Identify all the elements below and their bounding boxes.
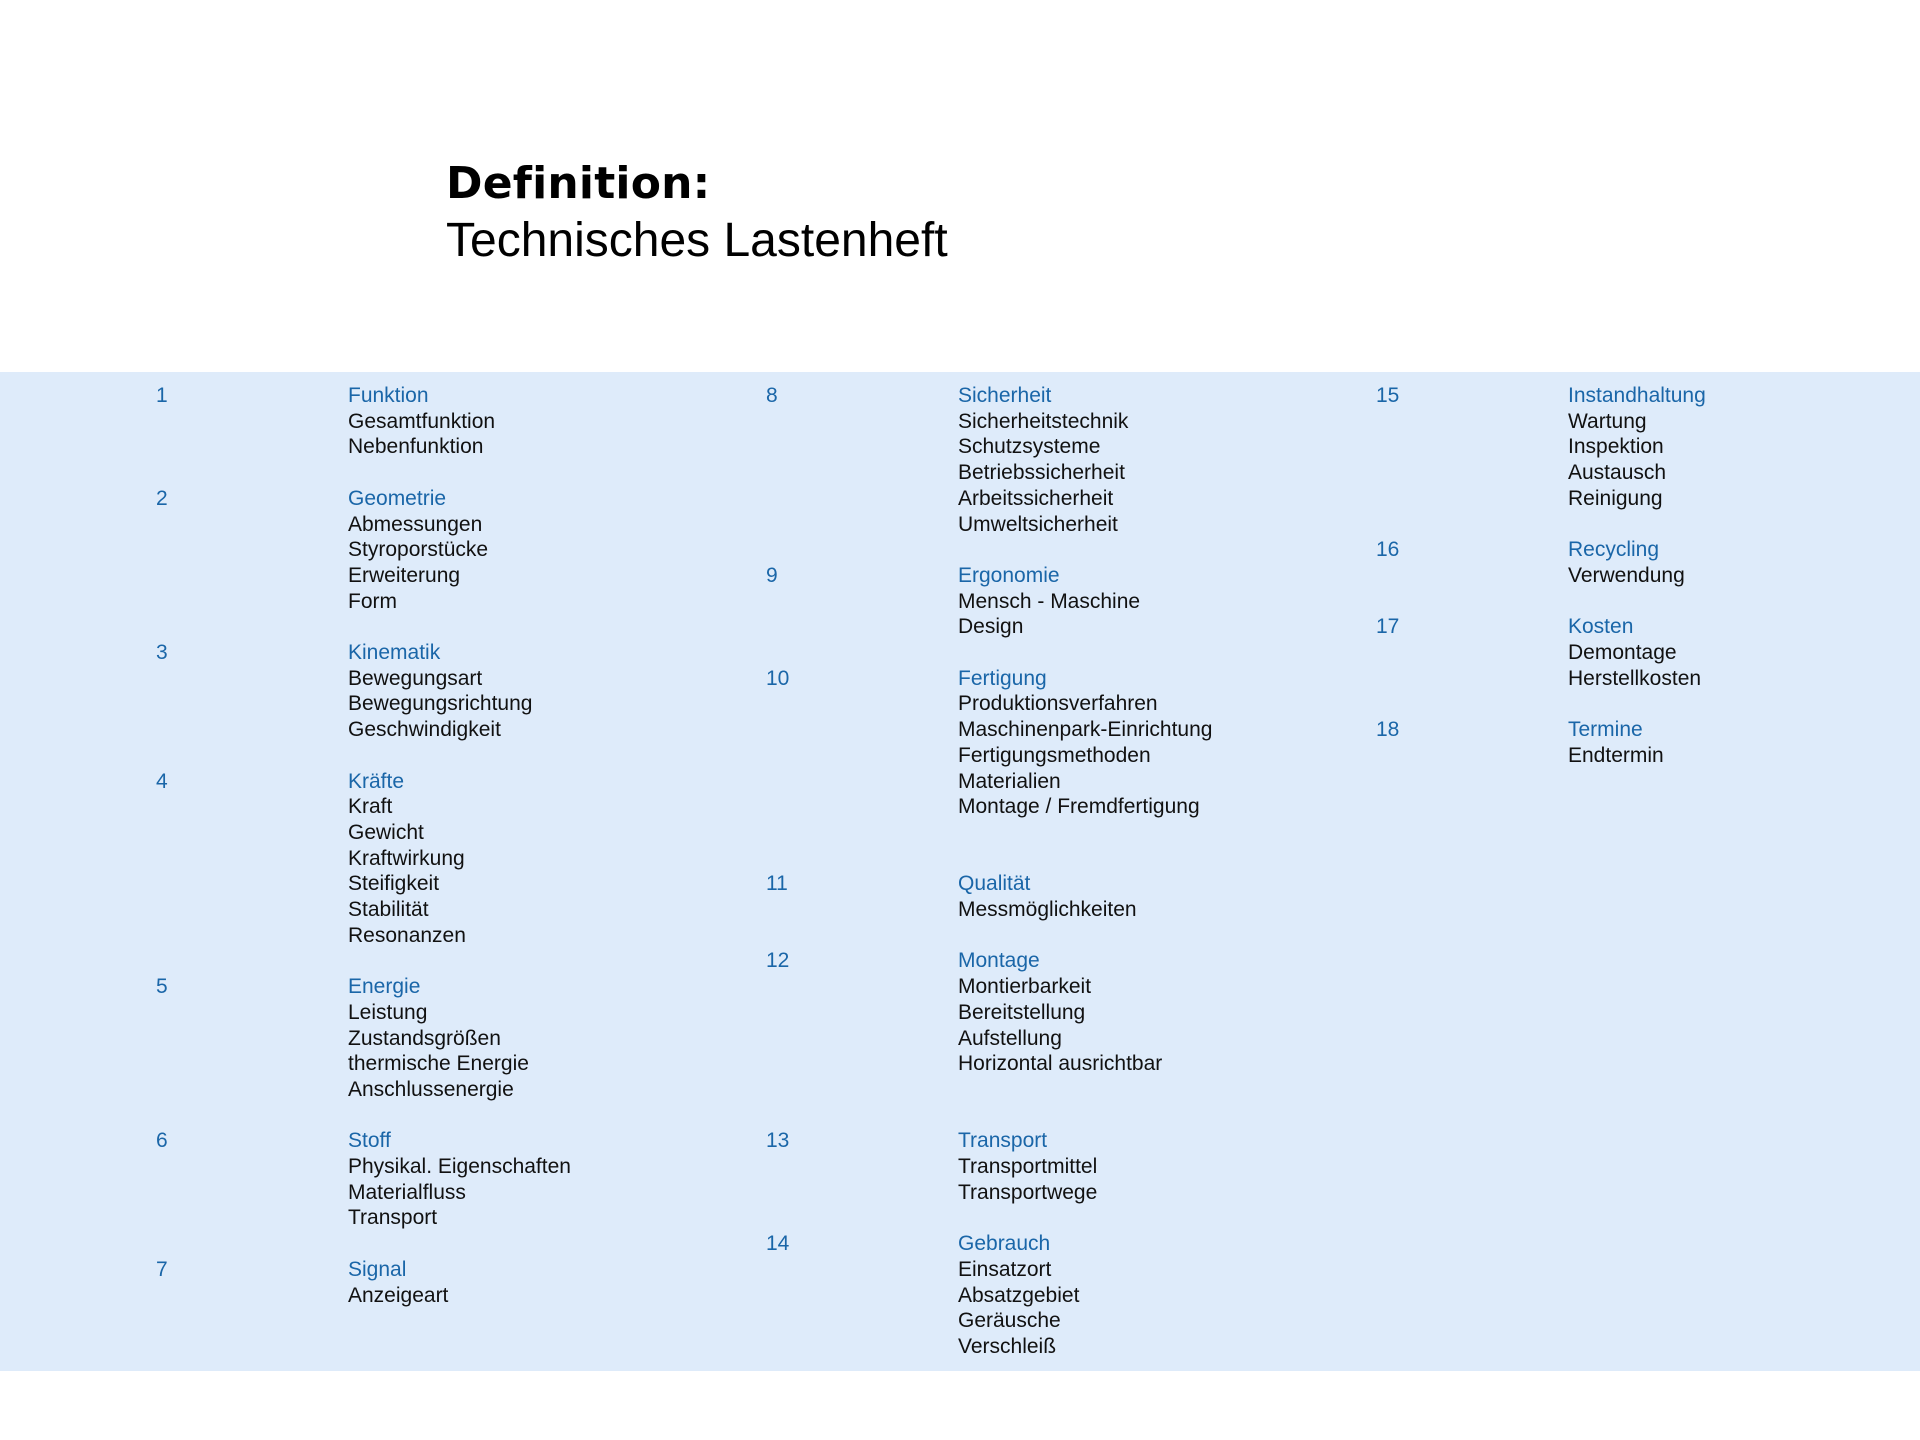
section-item: Fertigungsmethoden xyxy=(958,743,1151,767)
section-item: Bewegungsart xyxy=(348,666,483,690)
section-item: Form xyxy=(348,589,397,613)
section-number: 2 xyxy=(156,486,168,510)
requirement-section xyxy=(1376,614,1706,691)
section-body xyxy=(1568,537,1706,588)
section-category: Qualität xyxy=(958,872,1031,896)
requirement-section xyxy=(766,1128,1212,1205)
section-item: Zustandsgrößen xyxy=(348,1026,501,1050)
requirement-section xyxy=(766,563,1212,640)
section-item: Sicherheitstechnik xyxy=(958,409,1129,433)
section-item: Montage / Fremdfertigung xyxy=(958,795,1200,819)
section-category: Kosten xyxy=(1568,615,1634,639)
requirement-section xyxy=(156,769,571,949)
section-item: Physikal. Eigenschaften xyxy=(348,1155,571,1179)
section-item: Arbeitssicherheit xyxy=(958,486,1114,510)
section-item: Inspektion xyxy=(1568,435,1664,459)
section-item: Absatzgebiet xyxy=(958,1283,1080,1307)
section-body xyxy=(958,383,1212,537)
requirement-section xyxy=(1376,537,1706,588)
section-number: 17 xyxy=(1376,615,1400,639)
section-category: Recycling xyxy=(1568,538,1660,562)
requirement-section xyxy=(156,383,571,460)
section-item: Verwendung xyxy=(1568,563,1685,587)
section-body xyxy=(348,640,571,743)
section-number: 6 xyxy=(156,1129,168,1153)
section-category: Kräfte xyxy=(348,769,405,793)
page-subtitle: Technisches Lastenheft xyxy=(446,214,948,267)
requirement-section xyxy=(1376,383,1706,512)
requirements-column-2 xyxy=(766,383,1212,1360)
section-body xyxy=(1568,614,1706,691)
section-category: Instandhaltung xyxy=(1568,384,1706,407)
section-item: Abmessungen xyxy=(348,512,483,536)
section-category: Signal xyxy=(348,1257,407,1281)
section-item: Leistung xyxy=(348,1000,428,1024)
requirement-section xyxy=(766,871,1212,922)
section-item: Austausch xyxy=(1568,461,1667,485)
section-body xyxy=(348,486,571,615)
section-category: Transport xyxy=(958,1129,1048,1153)
section-item: Einsatzort xyxy=(958,1257,1052,1281)
section-body xyxy=(958,666,1212,820)
section-item: Bewegungsrichtung xyxy=(348,692,533,716)
section-number: 10 xyxy=(766,666,790,690)
section-body xyxy=(1568,383,1706,512)
section-item: Anzeigeart xyxy=(348,1283,449,1307)
section-item: Bereitstellung xyxy=(958,1000,1086,1024)
section-number: 11 xyxy=(766,872,788,896)
section-item: Materialien xyxy=(958,769,1061,793)
section-item: Endtermin xyxy=(1568,743,1664,767)
section-body xyxy=(958,871,1212,922)
section-category: Geometrie xyxy=(348,486,447,510)
section-body xyxy=(348,1257,571,1308)
page-header xyxy=(446,156,948,270)
requirements-column-3 xyxy=(1376,383,1706,769)
section-item: Kraft xyxy=(348,795,393,819)
requirement-section xyxy=(766,383,1212,537)
requirement-section xyxy=(1376,717,1706,768)
section-item: Styroporstücke xyxy=(348,538,489,562)
section-category: Kinematik xyxy=(348,641,441,664)
section-item: Resonanzen xyxy=(348,923,466,947)
section-item: Gewicht xyxy=(348,820,424,844)
section-item: thermische Energie xyxy=(348,1052,529,1076)
section-item: Materialfluss xyxy=(348,1180,466,1204)
section-body xyxy=(348,383,571,460)
section-item: Kraftwirkung xyxy=(348,846,465,870)
section-item: Geräusche xyxy=(958,1309,1061,1333)
section-item: Herstellkosten xyxy=(1568,666,1702,690)
section-category: Montage xyxy=(958,949,1040,973)
section-number: 3 xyxy=(156,641,168,664)
section-item: Betriebssicherheit xyxy=(958,461,1125,485)
section-category: Fertigung xyxy=(958,666,1047,690)
section-item: Messmöglichkeiten xyxy=(958,898,1137,922)
section-item: Erweiterung xyxy=(348,563,461,587)
section-item: Geschwindigkeit xyxy=(348,718,501,742)
section-body xyxy=(348,769,571,949)
section-body xyxy=(958,948,1212,1077)
section-item: Umweltsicherheit xyxy=(958,512,1118,536)
section-category: Ergonomie xyxy=(958,563,1060,587)
section-category: Termine xyxy=(1568,718,1643,742)
section-item: Schutzsysteme xyxy=(958,435,1101,459)
requirements-panel xyxy=(0,372,1920,1371)
section-number: 13 xyxy=(766,1129,790,1153)
section-number: 8 xyxy=(766,384,778,407)
section-number: 18 xyxy=(1376,718,1400,742)
section-item: Produktionsverfahren xyxy=(958,692,1158,716)
section-body xyxy=(348,1128,571,1231)
section-item: Transport xyxy=(348,1206,438,1230)
section-item: Anschlussenergie xyxy=(348,1077,514,1101)
section-category: Stoff xyxy=(348,1129,391,1153)
section-item: Design xyxy=(958,615,1024,639)
section-item: Aufstellung xyxy=(958,1026,1062,1050)
section-number: 7 xyxy=(156,1257,168,1281)
section-category: Energie xyxy=(348,975,421,999)
section-item: Stabilität xyxy=(348,898,429,922)
section-item: Gesamtfunktion xyxy=(348,409,496,433)
section-body xyxy=(958,1128,1212,1205)
section-item: Verschleiß xyxy=(958,1334,1057,1358)
section-number: 16 xyxy=(1376,538,1400,562)
requirement-section xyxy=(766,666,1212,820)
section-number: 15 xyxy=(1376,384,1400,407)
section-number: 4 xyxy=(156,769,168,793)
page-title: Definition: xyxy=(446,158,711,209)
section-number: 9 xyxy=(766,563,778,587)
requirement-section xyxy=(766,1231,1212,1360)
section-item: Mensch - Maschine xyxy=(958,589,1141,613)
requirements-column-1 xyxy=(156,383,571,1308)
section-body xyxy=(958,1231,1212,1360)
section-item: Reinigung xyxy=(1568,486,1663,510)
section-category: Sicherheit xyxy=(958,384,1052,407)
requirement-section xyxy=(156,974,571,1103)
section-item: Montierbarkeit xyxy=(958,975,1092,999)
section-number: 1 xyxy=(156,384,168,407)
section-number: 14 xyxy=(766,1232,790,1256)
section-item: Steifigkeit xyxy=(348,872,440,896)
requirement-section xyxy=(766,948,1212,1077)
requirement-section xyxy=(156,1257,571,1308)
section-body xyxy=(348,974,571,1103)
section-category: Gebrauch xyxy=(958,1232,1051,1256)
section-item: Transportwege xyxy=(958,1180,1098,1204)
section-body xyxy=(1568,717,1706,768)
section-category: Funktion xyxy=(348,384,429,407)
section-item: Nebenfunktion xyxy=(348,435,484,459)
section-body xyxy=(958,563,1212,640)
section-item: Demontage xyxy=(1568,641,1677,664)
requirement-section xyxy=(156,1128,571,1231)
requirement-section xyxy=(156,486,571,615)
section-number: 5 xyxy=(156,975,168,999)
section-number: 12 xyxy=(766,949,790,973)
section-item: Horizontal ausrichtbar xyxy=(958,1052,1163,1076)
section-item: Transportmittel xyxy=(958,1155,1098,1179)
section-item: Wartung xyxy=(1568,409,1647,433)
section-item: Maschinenpark-Einrichtung xyxy=(958,718,1213,742)
requirement-section xyxy=(156,640,571,743)
